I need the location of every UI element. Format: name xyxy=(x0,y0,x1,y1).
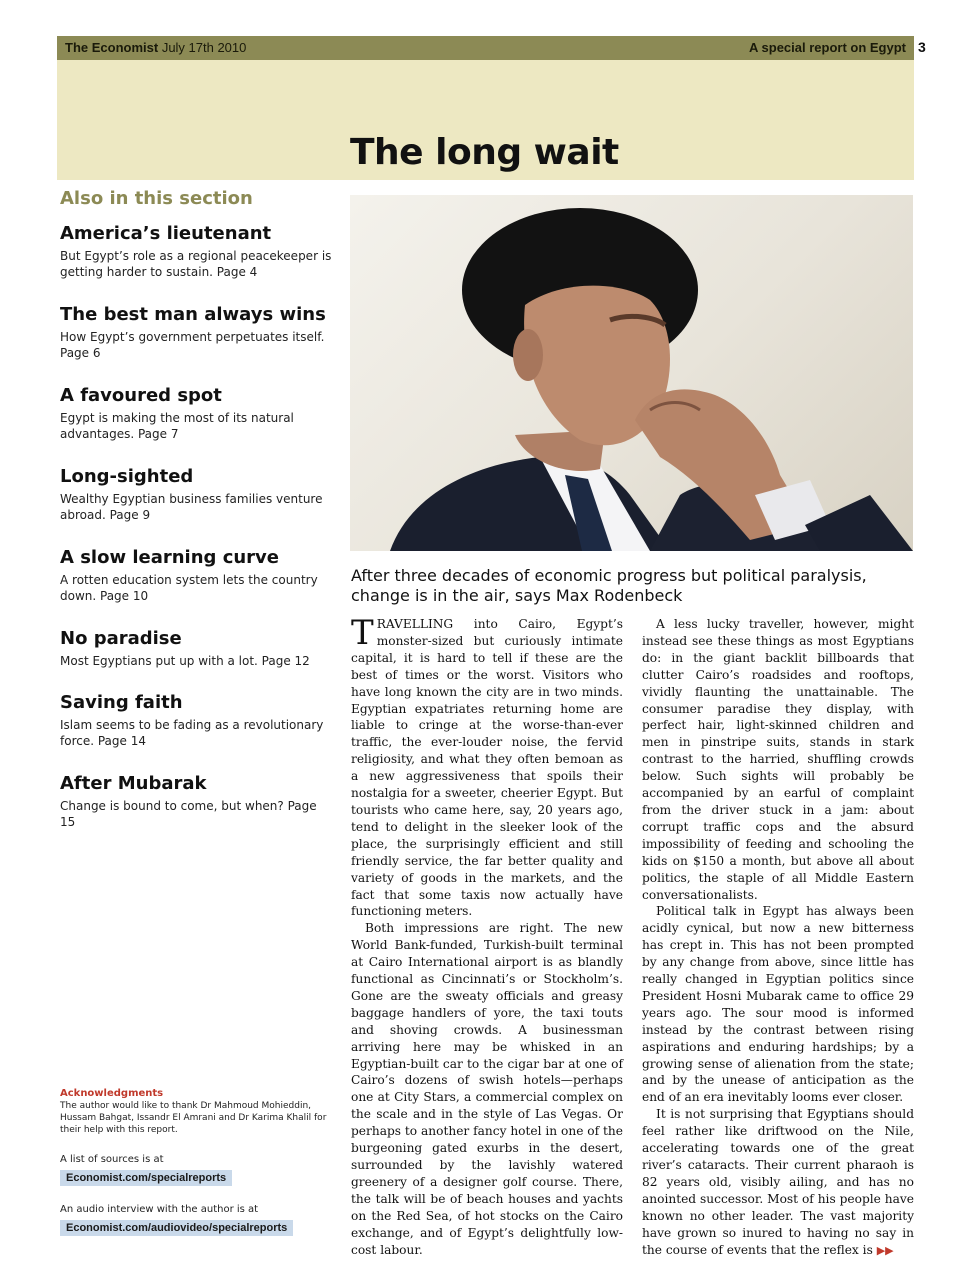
sidebar-item xyxy=(60,547,332,628)
sidebar-item xyxy=(60,692,332,773)
sidebar-item-title: Saving faith xyxy=(60,692,183,713)
publication-name: The Economist xyxy=(65,40,159,55)
sidebar-item-desc: Islam seems to be fading as a revolutionary force. Page 14 xyxy=(60,718,324,748)
acknowledgments xyxy=(60,1088,332,1136)
article-paragraph: TRAVELLING into Cairo, Egypt’s monster-sized but curiously intimate capital, it is hard to tell if these are the best of times or the worst. Visitors who have long known the city are in two minds. Egyptian expatriates returning home are liable to cringe at the worse-than-ever traffic, the ever-louder noise, the fervid religiosity, and what they often bemoan as a new aggressiveness that spoils their nostalgia for a sweeter, cheerier Egypt. But tourists who came here, say, 20 years ago, tend to delight in the sleeker look of the place, the surprisingly efficient and still friendly service, the far better quality and variety of goods in the markets, and the fact that some taxis now actually have functioning meters. xyxy=(351,613,623,919)
sidebar-item-title: A favoured spot xyxy=(60,385,222,406)
article-title: The long wait xyxy=(350,132,619,173)
article-paragraph: Political talk in Egypt has always been acidly cynical, but now a new bitterness has crept in. This has not been prompted by any change from above, since little has really changed in Egyptian politics since President Hosni Mubarak came to office 29 years ago. The sour mood is informed instead by the contrast between rising aspirations and enduring hardships; by a growing sense of alienation from the state; and by the unease of anticipation as the end of an era inevitably looms ever closer. xyxy=(642,904,914,1105)
standfirst: After three decades of economic progress but political paralysis, change is in the air, says Max Rodenbeck xyxy=(351,566,867,605)
sidebar-item-desc: How Egypt’s government perpetuates itself. Page 6 xyxy=(60,330,325,360)
continue-arrow-icon: ▶▶ xyxy=(876,1243,894,1257)
audio-link[interactable]: Economist.com/audiovideo/specialreports xyxy=(60,1220,293,1236)
sidebar-item-title: America’s lieutenant xyxy=(60,223,272,244)
sidebar-item-desc: A rotten education system lets the country down. Page 10 xyxy=(60,573,318,603)
sources-link[interactable]: Economist.com/specialreports xyxy=(60,1170,232,1186)
article-column-2 xyxy=(642,616,914,1259)
article-paragraph: Both impressions are right. The new World Bank-funded, Turkish-built terminal at Cairo International airport is as blandly functional as Cincinnati’s or Stockholm’s. Gone are the sweaty officials and greasy baggage handlers of yore, the taxi touts and shoving crowds. A businessman arriving here may be whisked in an Egyptian-built car to the cigar bar at one of Cairo’s dozens of swish hotels—perhaps one at City Stars, a commercial complex on the scale and in the style of Las Vegas. Or perhaps to another fancy hotel in one of the burgeoning gated exurbs in the desert, surrounded by the lavishly watered greenery of a designer golf course. There, the talk will be of beach houses and yachts on the Red Sea, of hot stocks on the Cairo exchange, and of Egypt’s delightfully low-cost labour. xyxy=(351,921,623,1257)
sidebar-item-desc: Most Egyptians put up with a lot. Page 12 xyxy=(60,654,310,668)
article-column-1 xyxy=(351,613,623,1258)
article-paragraph: A less lucky traveller, however, might instead see these things as most Egyptians do: in the giant backlit billboards that clutter Cairo’s roadsides and rooftops, vividly flaunting the unattainable. The consumer paradise they display, with perfect hair, light-skinned children and men in pinstripe suits, stands in stark contrast to the harried, shuffling crowds below. Such sights will probably be accompanied by an earful of complaint from the driver stuck in a jam: about corrupt traffic cops and the absurd impossibility of feeding and schooling the kids on $150 a month, but above all about politics, the staple of all Middle Eastern conversationalists. xyxy=(642,617,914,902)
sidebar-item-title: A slow learning curve xyxy=(60,547,279,568)
header-bar xyxy=(57,36,914,60)
issue-date: July 17th 2010 xyxy=(161,40,247,55)
sidebar-item-desc: But Egypt’s role as a regional peacekeeper is getting harder to sustain. Page 4 xyxy=(60,249,332,279)
drop-cap: T xyxy=(351,613,374,653)
sidebar-item-desc: Wealthy Egyptian business families venture abroad. Page 9 xyxy=(60,492,323,522)
sidebar-item xyxy=(60,773,332,854)
portrait-illustration xyxy=(350,195,913,551)
sidebar-item xyxy=(60,385,332,466)
audio-label: An audio interview with the author is at xyxy=(60,1204,259,1215)
ack-title: Acknowledgments xyxy=(60,1088,164,1099)
sidebar-item-title: The best man always wins xyxy=(60,304,326,325)
page-number: 3 xyxy=(918,39,926,55)
sidebar-item xyxy=(60,304,332,385)
sidebar-item-title: After Mubarak xyxy=(60,773,207,794)
sources-label: A list of sources is at xyxy=(60,1154,164,1165)
sidebar-item-desc: Egypt is making the most of its natural advantages. Page 7 xyxy=(60,411,294,441)
portrait-photo xyxy=(350,195,913,551)
sidebar-item-title: Long-sighted xyxy=(60,466,194,487)
sidebar-item-title: No paradise xyxy=(60,628,182,649)
section-name: A special report on Egypt xyxy=(749,40,906,55)
sidebar-heading: Also in this section xyxy=(60,188,253,209)
article-paragraph: It is not surprising that Egyptians should feel rather like driftwood on the Nile, accelerating towards one of the great river’s cataracts. Their current pharaoh is 82 years old, visibly ailing, and has no anointed successor. Most of his people have known no other leader. The vast majority have grown so inured to having no say in the course of events that the reflex is ▶▶ xyxy=(642,1107,914,1257)
ack-text: The author would like to thank Dr Mahmoud Mohieddin, Hussam Bahgat, Issandr El Amrani and Dr Karima Khalil for their help with this report. xyxy=(60,1101,327,1135)
sidebar-item xyxy=(60,466,332,547)
sidebar-item-desc: Change is bound to come, but when? Page 15 xyxy=(60,799,317,829)
sidebar-item xyxy=(60,223,332,304)
also-in-section xyxy=(60,188,332,854)
sidebar-item xyxy=(60,628,332,692)
